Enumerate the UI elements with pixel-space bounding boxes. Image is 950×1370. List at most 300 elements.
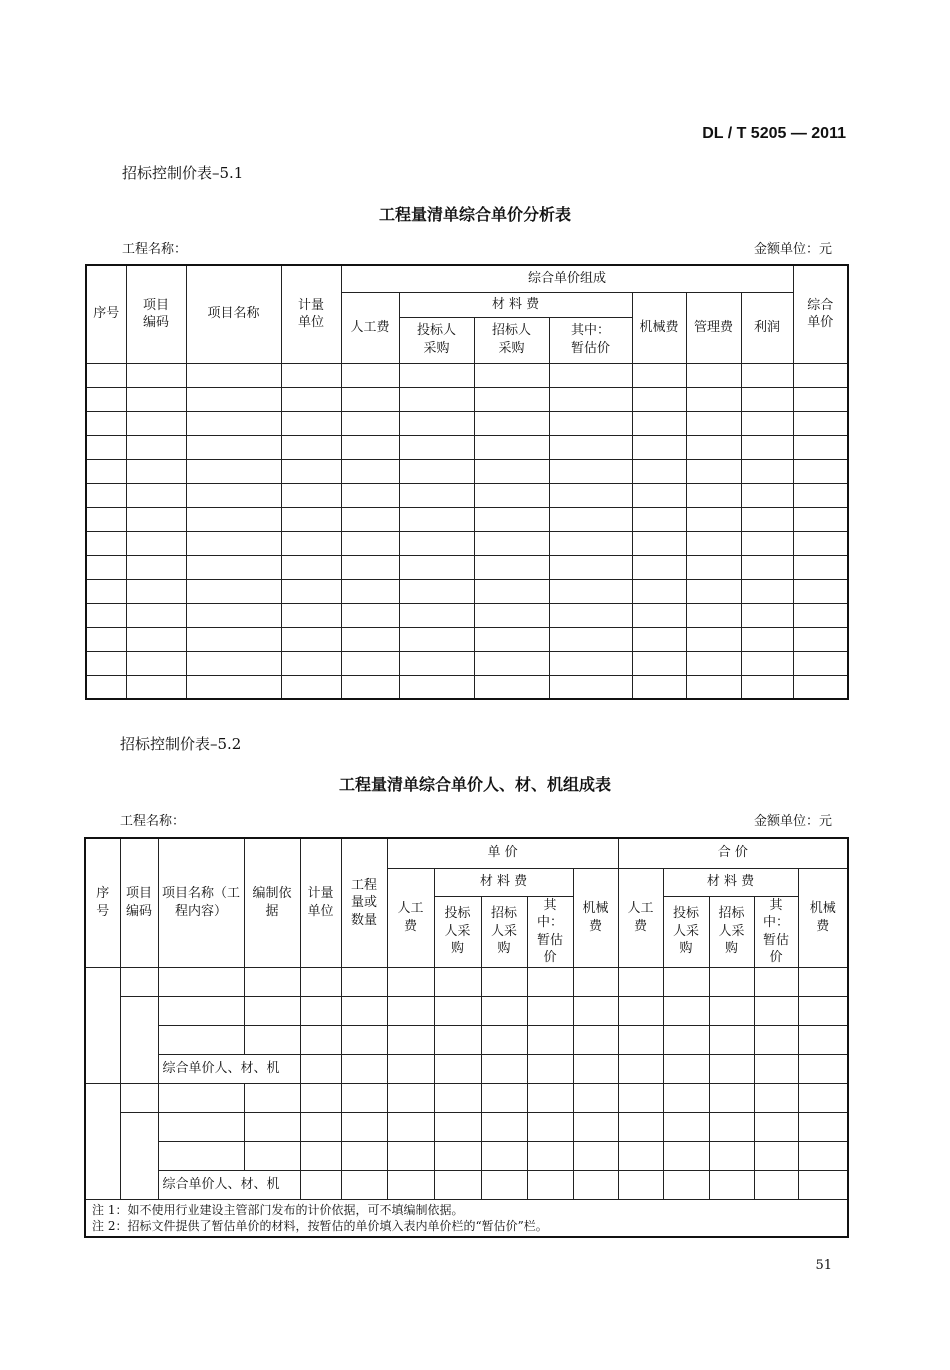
table-cell[interactable] — [186, 603, 281, 627]
table-cell[interactable] — [793, 387, 848, 411]
table-cell[interactable] — [632, 555, 686, 579]
table-cell[interactable] — [300, 1054, 341, 1083]
table-cell[interactable] — [741, 435, 793, 459]
table-cell[interactable] — [549, 411, 632, 435]
table-cell[interactable] — [300, 1170, 341, 1199]
table-cell[interactable] — [126, 363, 186, 387]
table-cell[interactable] — [300, 1141, 341, 1170]
table-cell[interactable] — [549, 435, 632, 459]
header-unit: 计量单位 — [300, 838, 341, 967]
table-cell[interactable] — [387, 1025, 434, 1054]
table-cell[interactable] — [341, 996, 387, 1025]
table-cell[interactable] — [741, 603, 793, 627]
table-cell[interactable] — [573, 1025, 618, 1054]
table-cell[interactable] — [474, 387, 549, 411]
table-cell[interactable] — [474, 603, 549, 627]
table-cell[interactable] — [474, 363, 549, 387]
table-row — [85, 1141, 848, 1170]
table-cell[interactable] — [798, 1112, 848, 1141]
subtotal-label: 综合单价人、材、机 — [158, 1054, 300, 1083]
table-cell[interactable] — [709, 1054, 754, 1083]
table-cell[interactable] — [481, 1083, 527, 1112]
note-1: 注 1：如不使用行业建设主管部门发布的计价依据，可不填编制依据。 — [92, 1202, 464, 1217]
table-cell[interactable] — [754, 1083, 798, 1112]
table-cell[interactable] — [341, 1083, 387, 1112]
table-cell[interactable] — [686, 411, 741, 435]
table-cell[interactable] — [399, 651, 474, 675]
table-cell[interactable] — [434, 996, 481, 1025]
table-cell[interactable] — [86, 507, 126, 531]
header-bidder-purchase-total: 投标人采购 — [663, 896, 709, 967]
table-cell[interactable] — [126, 507, 186, 531]
table-cell[interactable] — [549, 483, 632, 507]
table-cell[interactable] — [686, 579, 741, 603]
table-cell[interactable] — [300, 967, 341, 996]
table-cell[interactable] — [549, 627, 632, 651]
table-cell[interactable] — [527, 1083, 573, 1112]
table-cell[interactable] — [281, 483, 341, 507]
table-cell[interactable] — [341, 1170, 387, 1199]
table-cell[interactable] — [527, 1170, 573, 1199]
table-cell[interactable] — [793, 507, 848, 531]
table-cell[interactable] — [632, 579, 686, 603]
table-cell[interactable] — [549, 651, 632, 675]
table-cell[interactable] — [86, 459, 126, 483]
table-cell[interactable] — [754, 1170, 798, 1199]
table-cell[interactable] — [527, 1112, 573, 1141]
table-cell[interactable] — [86, 603, 126, 627]
seq-cell[interactable] — [85, 967, 120, 1083]
table-cell[interactable] — [281, 603, 341, 627]
table-cell[interactable] — [573, 1083, 618, 1112]
table-cell[interactable] — [341, 651, 399, 675]
table-cell[interactable] — [158, 1141, 244, 1170]
table-cell[interactable] — [481, 1025, 527, 1054]
table-cell[interactable] — [244, 1112, 300, 1141]
table-cell[interactable] — [741, 387, 793, 411]
table-cell[interactable] — [481, 1112, 527, 1141]
table-cell[interactable] — [281, 627, 341, 651]
table-cell[interactable] — [300, 1112, 341, 1141]
table-cell[interactable] — [686, 603, 741, 627]
table-cell[interactable] — [798, 967, 848, 996]
table-cell[interactable] — [754, 1141, 798, 1170]
table-cell[interactable] — [632, 435, 686, 459]
table-cell[interactable] — [481, 1054, 527, 1083]
table-row — [86, 531, 848, 555]
table-cell[interactable] — [573, 1170, 618, 1199]
table-cell[interactable] — [399, 531, 474, 555]
table-cell[interactable] — [86, 435, 126, 459]
table-cell[interactable] — [186, 627, 281, 651]
table-cell[interactable] — [754, 1054, 798, 1083]
table-cell[interactable] — [399, 603, 474, 627]
table-cell[interactable] — [281, 459, 341, 483]
table-cell[interactable] — [281, 531, 341, 555]
table-cell[interactable] — [474, 531, 549, 555]
table-cell[interactable] — [186, 651, 281, 675]
table-cell[interactable] — [481, 1141, 527, 1170]
table-cell[interactable] — [527, 967, 573, 996]
table-cell[interactable] — [686, 387, 741, 411]
table-cell[interactable] — [399, 459, 474, 483]
table-cell[interactable] — [387, 1112, 434, 1141]
table-cell[interactable] — [798, 1025, 848, 1054]
table-cell[interactable] — [126, 411, 186, 435]
table-cell[interactable] — [686, 627, 741, 651]
table-cell[interactable] — [186, 675, 281, 699]
table-cell[interactable] — [186, 483, 281, 507]
table-cell[interactable] — [793, 603, 848, 627]
table-cell[interactable] — [186, 579, 281, 603]
form1-title: 工程量清单综合单价分析表 — [378, 205, 571, 224]
table-cell[interactable] — [341, 459, 399, 483]
table-cell[interactable] — [341, 579, 399, 603]
table-cell[interactable] — [573, 1141, 618, 1170]
table-cell[interactable] — [686, 555, 741, 579]
table-cell[interactable] — [741, 411, 793, 435]
table-cell[interactable] — [474, 507, 549, 531]
table-cell[interactable] — [741, 531, 793, 555]
table-cell[interactable] — [186, 555, 281, 579]
table-cell[interactable] — [387, 996, 434, 1025]
table-cell[interactable] — [341, 603, 399, 627]
table-cell[interactable] — [474, 459, 549, 483]
table-cell[interactable] — [686, 675, 741, 699]
table-cell[interactable] — [618, 1112, 663, 1141]
table-cell[interactable] — [341, 967, 387, 996]
table-cell[interactable] — [399, 435, 474, 459]
table-cell[interactable] — [126, 387, 186, 411]
table-cell[interactable] — [549, 387, 632, 411]
table-cell[interactable] — [399, 579, 474, 603]
table-cell[interactable] — [741, 651, 793, 675]
table-cell[interactable] — [686, 483, 741, 507]
table-cell[interactable] — [387, 1141, 434, 1170]
table-cell[interactable] — [632, 483, 686, 507]
table-cell[interactable] — [527, 1025, 573, 1054]
table-cell[interactable] — [663, 967, 709, 996]
table-cell[interactable] — [341, 435, 399, 459]
table-cell[interactable] — [686, 651, 741, 675]
table-cell[interactable] — [754, 996, 798, 1025]
table-cell[interactable] — [549, 459, 632, 483]
table-cell[interactable] — [527, 996, 573, 1025]
table-cell[interactable] — [549, 675, 632, 699]
table-cell[interactable] — [632, 603, 686, 627]
table-cell[interactable] — [158, 967, 244, 996]
table-cell[interactable] — [341, 627, 399, 651]
table-cell[interactable] — [481, 967, 527, 996]
table-cell[interactable] — [399, 411, 474, 435]
table-cell[interactable] — [741, 507, 793, 531]
table-cell[interactable] — [244, 1141, 300, 1170]
table-cell[interactable] — [126, 603, 186, 627]
table-cell[interactable] — [341, 555, 399, 579]
table-cell[interactable] — [709, 1141, 754, 1170]
header-unit: 计量单位 — [281, 265, 341, 363]
table-cell[interactable] — [741, 483, 793, 507]
table-cell[interactable] — [186, 435, 281, 459]
table-cell[interactable] — [618, 1083, 663, 1112]
table-cell[interactable] — [281, 507, 341, 531]
table-cell[interactable] — [632, 411, 686, 435]
table-cell[interactable] — [341, 1054, 387, 1083]
table-cell[interactable] — [281, 579, 341, 603]
table-cell[interactable] — [86, 363, 126, 387]
table-cell[interactable] — [709, 1025, 754, 1054]
table-cell[interactable] — [686, 363, 741, 387]
table-cell[interactable] — [186, 363, 281, 387]
table-cell[interactable] — [481, 996, 527, 1025]
table-cell[interactable] — [341, 363, 399, 387]
table-cell[interactable] — [793, 627, 848, 651]
table-cell[interactable] — [86, 627, 126, 651]
table-cell[interactable] — [632, 651, 686, 675]
table-cell[interactable] — [399, 675, 474, 699]
table-cell[interactable] — [86, 411, 126, 435]
table-cell[interactable] — [126, 627, 186, 651]
table-cell[interactable] — [474, 627, 549, 651]
table-cell[interactable] — [618, 996, 663, 1025]
table-cell[interactable] — [126, 483, 186, 507]
table-cell[interactable] — [341, 387, 399, 411]
table-cell[interactable] — [663, 1112, 709, 1141]
table-cell[interactable] — [474, 675, 549, 699]
table-row — [85, 1054, 848, 1083]
table-cell[interactable] — [618, 1054, 663, 1083]
table-cell[interactable] — [399, 555, 474, 579]
table-cell[interactable] — [158, 1112, 244, 1141]
table-cell[interactable] — [632, 507, 686, 531]
table-cell[interactable] — [741, 675, 793, 699]
table-cell[interactable] — [741, 459, 793, 483]
table-cell[interactable] — [399, 627, 474, 651]
table-cell[interactable] — [126, 435, 186, 459]
table-cell[interactable] — [573, 1054, 618, 1083]
table-cell[interactable] — [474, 651, 549, 675]
item-code-cell[interactable] — [120, 996, 158, 1083]
table-cell[interactable] — [244, 1083, 300, 1112]
table-cell[interactable] — [618, 967, 663, 996]
table-cell[interactable] — [341, 507, 399, 531]
table-cell[interactable] — [474, 579, 549, 603]
table-cell[interactable] — [281, 555, 341, 579]
table-cell[interactable] — [686, 459, 741, 483]
table-cell[interactable] — [549, 507, 632, 531]
table-cell[interactable] — [632, 675, 686, 699]
table-cell[interactable] — [399, 483, 474, 507]
table-cell[interactable] — [158, 1083, 244, 1112]
table-cell[interactable] — [341, 1112, 387, 1141]
table-cell[interactable] — [434, 1141, 481, 1170]
table-cell[interactable] — [126, 651, 186, 675]
table-cell[interactable] — [474, 435, 549, 459]
table-cell[interactable] — [527, 1141, 573, 1170]
table-cell[interactable] — [709, 967, 754, 996]
table-cell[interactable] — [793, 411, 848, 435]
table-row — [86, 603, 848, 627]
table-cell[interactable] — [341, 531, 399, 555]
table-cell[interactable] — [549, 603, 632, 627]
table-row — [85, 1025, 848, 1054]
header-total-unit-price: 综合单价 — [793, 265, 848, 363]
table-cell[interactable] — [632, 531, 686, 555]
table-cell[interactable] — [632, 363, 686, 387]
table-cell[interactable] — [663, 1025, 709, 1054]
table-cell[interactable] — [549, 579, 632, 603]
table-cell[interactable] — [793, 363, 848, 387]
table-cell[interactable] — [387, 1083, 434, 1112]
table-cell[interactable] — [527, 1054, 573, 1083]
table-cell[interactable] — [86, 483, 126, 507]
table-cell[interactable] — [793, 555, 848, 579]
table-cell[interactable] — [798, 996, 848, 1025]
table-cell[interactable] — [741, 579, 793, 603]
table-cell[interactable] — [86, 651, 126, 675]
table-cell[interactable] — [754, 1025, 798, 1054]
table-cell[interactable] — [618, 1170, 663, 1199]
table-cell[interactable] — [793, 531, 848, 555]
table-cell[interactable] — [244, 996, 300, 1025]
table-cell[interactable] — [618, 1025, 663, 1054]
table-cell[interactable] — [663, 1054, 709, 1083]
table-cell[interactable] — [86, 675, 126, 699]
table-cell[interactable] — [186, 507, 281, 531]
table-cell[interactable] — [281, 411, 341, 435]
table-cell[interactable] — [793, 579, 848, 603]
table-cell[interactable] — [632, 459, 686, 483]
table-cell[interactable] — [399, 363, 474, 387]
table-cell[interactable] — [86, 387, 126, 411]
table-cell[interactable] — [158, 1025, 244, 1054]
table-cell[interactable] — [709, 1112, 754, 1141]
table-cell[interactable] — [158, 996, 244, 1025]
table-cell[interactable] — [618, 1141, 663, 1170]
table-cell[interactable] — [434, 1025, 481, 1054]
table-cell[interactable] — [244, 1025, 300, 1054]
table-cell[interactable] — [549, 555, 632, 579]
table-cell[interactable] — [798, 1170, 848, 1199]
seq-cell[interactable] — [85, 1083, 120, 1199]
table-cell[interactable] — [573, 967, 618, 996]
table-cell[interactable] — [793, 483, 848, 507]
table-cell[interactable] — [341, 483, 399, 507]
standard-code: DL / T 5205 — 2011 — [702, 125, 846, 142]
table-cell[interactable] — [798, 1083, 848, 1112]
table-cell[interactable] — [341, 1025, 387, 1054]
table-cell[interactable] — [793, 459, 848, 483]
table-cell[interactable] — [300, 996, 341, 1025]
table-cell[interactable] — [281, 363, 341, 387]
table-cell[interactable] — [281, 387, 341, 411]
item-code-cell[interactable] — [120, 1112, 158, 1199]
table-cell[interactable] — [573, 996, 618, 1025]
table-cell[interactable] — [663, 1170, 709, 1199]
table-cell[interactable] — [281, 651, 341, 675]
table-cell[interactable] — [434, 967, 481, 996]
table-cell[interactable] — [300, 1083, 341, 1112]
table-cell[interactable] — [86, 531, 126, 555]
notes — [85, 1199, 848, 1237]
table-cell[interactable] — [126, 555, 186, 579]
table-cell[interactable] — [798, 1054, 848, 1083]
table-cell[interactable] — [387, 1170, 434, 1199]
table-cell[interactable] — [387, 967, 434, 996]
table-cell[interactable] — [474, 483, 549, 507]
table-cell[interactable] — [741, 627, 793, 651]
table-cell[interactable] — [186, 459, 281, 483]
table-cell[interactable] — [663, 996, 709, 1025]
table-cell[interactable] — [709, 996, 754, 1025]
table-cell[interactable] — [244, 967, 300, 996]
table-cell[interactable] — [387, 1054, 434, 1083]
header-machinery: 机械费 — [573, 868, 618, 967]
table-cell[interactable] — [86, 579, 126, 603]
item-code-cell[interactable] — [120, 967, 158, 996]
table-cell[interactable] — [709, 1083, 754, 1112]
table-cell[interactable] — [86, 555, 126, 579]
table-cell[interactable] — [186, 411, 281, 435]
table-cell[interactable] — [793, 651, 848, 675]
table-row — [85, 1083, 848, 1112]
table-cell[interactable] — [341, 411, 399, 435]
table-cell[interactable] — [281, 675, 341, 699]
table-cell[interactable] — [186, 387, 281, 411]
table-cell[interactable] — [281, 435, 341, 459]
table-cell[interactable] — [126, 531, 186, 555]
table-cell[interactable] — [474, 411, 549, 435]
table-cell[interactable] — [399, 507, 474, 531]
table-cell[interactable] — [481, 1170, 527, 1199]
header-seq: 序号 — [86, 265, 126, 363]
table-cell[interactable] — [686, 435, 741, 459]
table-cell[interactable] — [686, 507, 741, 531]
table-cell[interactable] — [709, 1170, 754, 1199]
table-cell[interactable] — [474, 555, 549, 579]
table-cell[interactable] — [549, 531, 632, 555]
table-cell[interactable] — [434, 1083, 481, 1112]
table-cell[interactable] — [300, 1025, 341, 1054]
table-cell[interactable] — [754, 1112, 798, 1141]
table-cell[interactable] — [126, 459, 186, 483]
table-cell[interactable] — [793, 675, 848, 699]
table-cell[interactable] — [126, 579, 186, 603]
table-cell[interactable] — [434, 1112, 481, 1141]
table-cell[interactable] — [741, 555, 793, 579]
table-cell[interactable] — [798, 1141, 848, 1170]
table-cell[interactable] — [341, 675, 399, 699]
table-cell[interactable] — [754, 967, 798, 996]
table-cell[interactable] — [341, 1141, 387, 1170]
table-cell[interactable] — [186, 531, 281, 555]
table-cell[interactable] — [573, 1112, 618, 1141]
table-cell[interactable] — [126, 675, 186, 699]
table-cell[interactable] — [399, 387, 474, 411]
table-cell[interactable] — [434, 1170, 481, 1199]
table-cell[interactable] — [663, 1141, 709, 1170]
table-cell[interactable] — [793, 435, 848, 459]
table-cell[interactable] — [741, 363, 793, 387]
table-cell[interactable] — [434, 1054, 481, 1083]
table-cell[interactable] — [549, 363, 632, 387]
table-cell[interactable] — [632, 387, 686, 411]
table-cell[interactable] — [632, 627, 686, 651]
table-cell[interactable] — [663, 1083, 709, 1112]
item-code-cell[interactable] — [120, 1083, 158, 1112]
table-cell[interactable] — [686, 531, 741, 555]
header-tenderee-purchase: 招标人采购 — [474, 317, 549, 363]
